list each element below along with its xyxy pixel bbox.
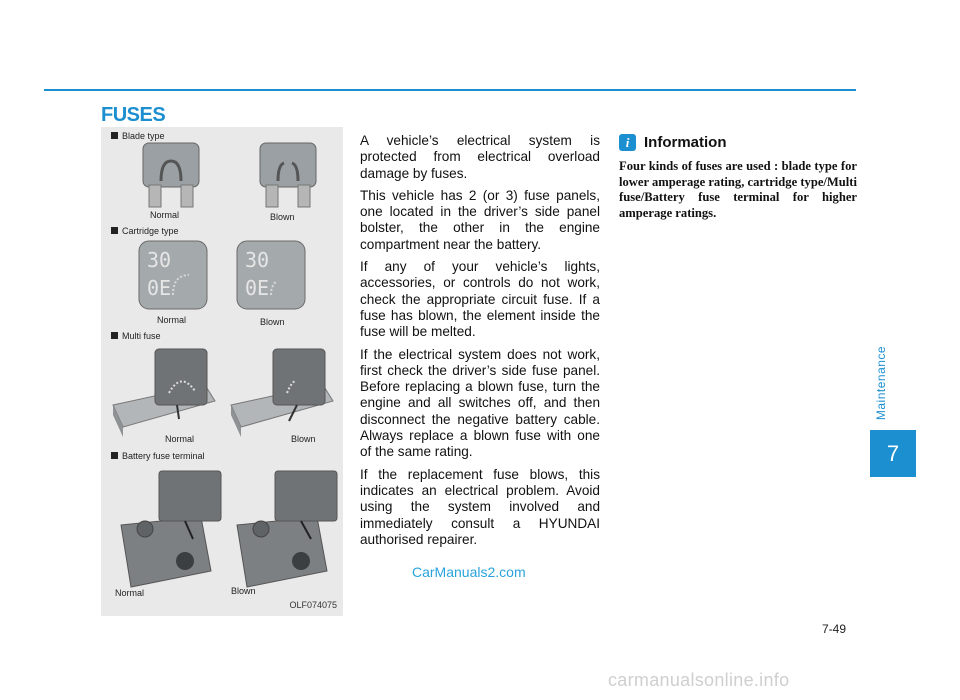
cartridge-fuse-normal-image xyxy=(137,239,209,311)
paragraph: If the replacement fuse blows, this indicates an electrical problem. Avoid using the system involved and immediately consult a HYUNDAI authorised repairer. xyxy=(360,466,600,547)
svg-text:0E: 0E xyxy=(147,276,172,300)
blade-fuse-normal-image xyxy=(141,141,201,211)
paragraph: This vehicle has 2 (or 3) fuse panels, one located in the driver’s side panel bolster, the other in the engine compartment near the battery. xyxy=(360,187,600,252)
figure-code: OLF074075 xyxy=(289,600,337,610)
chapter-tab[interactable]: 7 xyxy=(870,430,916,477)
blade-blown-caption: Blown xyxy=(270,212,295,222)
top-rule xyxy=(44,89,856,91)
figure-label-cartridge: Cartridge type xyxy=(111,226,179,236)
page-number: 7-49 xyxy=(822,622,847,636)
figure-label-multi: Multi fuse xyxy=(111,331,161,341)
section-title: FUSES xyxy=(101,104,166,126)
fuse-figure xyxy=(101,127,343,616)
watermark-link[interactable]: CarManuals2.com xyxy=(412,564,526,580)
multi-fuse-normal-image xyxy=(109,345,219,437)
multi-normal-caption: Normal xyxy=(165,434,195,444)
multi-blown-caption: Blown xyxy=(291,434,316,444)
footer-watermark[interactable]: carmanualsonline.info xyxy=(608,670,790,690)
figure-label-blade: Blade type xyxy=(111,131,165,141)
svg-text:0E: 0E xyxy=(245,276,270,300)
info-icon: i xyxy=(619,134,636,151)
information-title: Information xyxy=(644,134,727,152)
paragraph: A vehicle’s electrical system is protected from electrical overload damage by fuses. xyxy=(360,133,600,181)
fuses-article xyxy=(360,133,600,554)
battery-fuse-normal-image xyxy=(115,467,225,595)
cartridge-normal-caption: Normal xyxy=(157,315,187,325)
battery-blown-caption: Blown xyxy=(231,586,256,596)
figure-label-battery: Battery fuse terminal xyxy=(111,451,205,461)
blade-normal-caption: Normal xyxy=(150,210,180,220)
svg-text:30: 30 xyxy=(245,248,270,272)
paragraph: If the electrical system does not work, first check the driver’s side fuse panel. Before replacing a blown fuse, turn the engine and all switches off, and then disconnect the negative battery cable. Always replace a blown fuse with one of the same rating. xyxy=(360,346,600,460)
blade-fuse-blown-image xyxy=(258,141,318,211)
battery-normal-caption: Normal xyxy=(115,588,145,598)
chapter-side-label: Maintenance xyxy=(874,345,888,420)
svg-text:30: 30 xyxy=(147,248,172,272)
paragraph: If any of your vehicle’s lights, accessories, or controls do not work, check the appropriate circuit fuse. If a fuse has blown, the element inside the fuse will be melted. xyxy=(360,259,600,340)
battery-fuse-blown-image xyxy=(231,467,341,595)
information-text: Four kinds of fuses are used : blade type for lower amperage rating, cartridge type/Multi fuse/Battery fuse terminal for higher amperage ratings. xyxy=(619,159,857,221)
cartridge-fuse-blown-image xyxy=(235,239,307,311)
multi-fuse-blown-image xyxy=(227,345,337,437)
information-box xyxy=(619,134,857,222)
cartridge-blown-caption: Blown xyxy=(260,317,285,327)
